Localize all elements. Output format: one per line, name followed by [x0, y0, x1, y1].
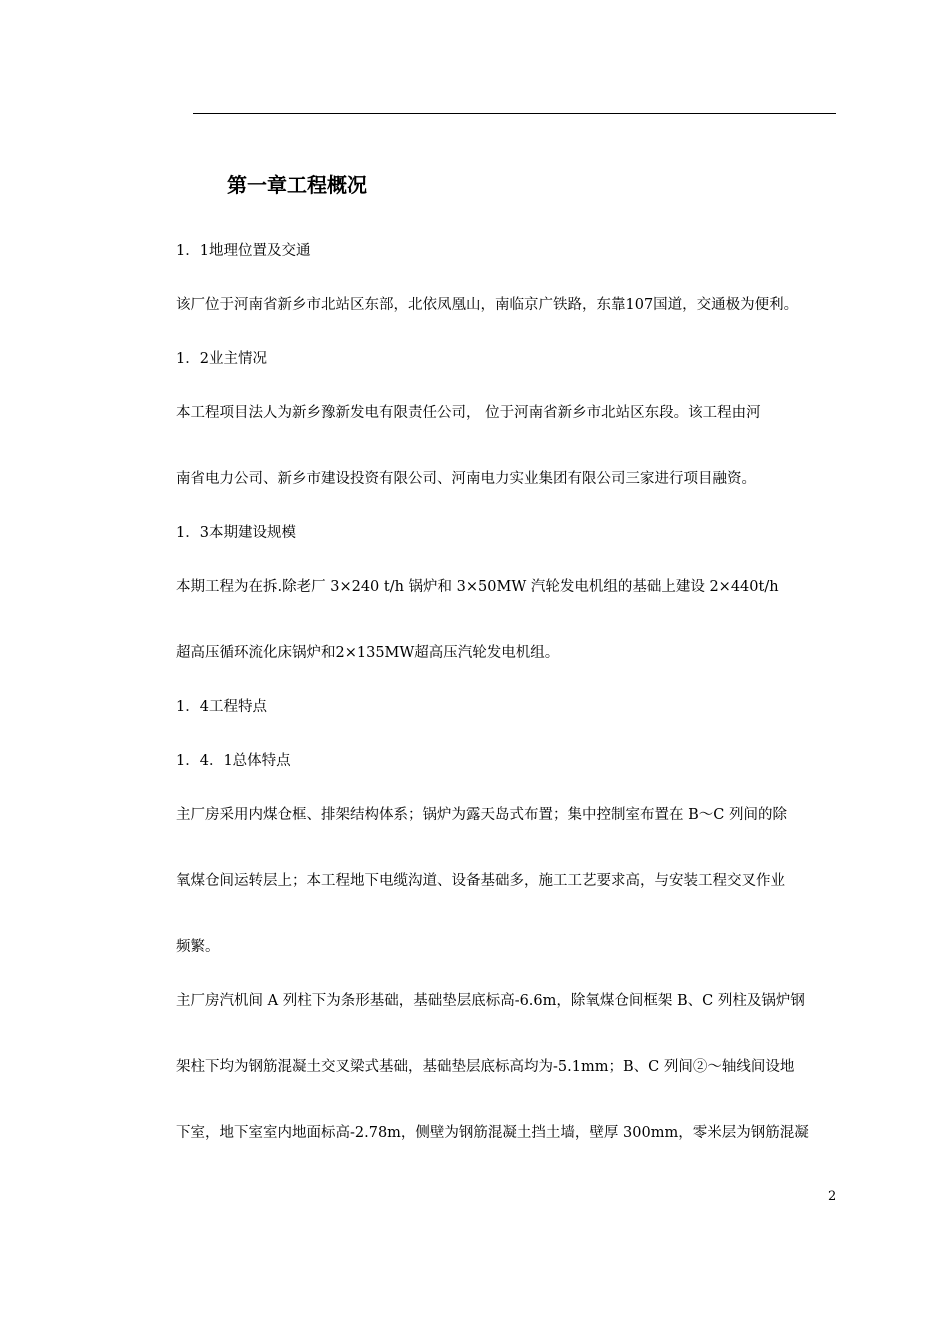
paragraph-line: 主厂房汽机间 A 列柱下为条形基础，基础垫层底标高-6.6m，除氧煤仓间框架 B、C 列柱及锅炉钢 [176, 993, 805, 1009]
paragraph-line: 架柱下均为钢筋混凝土交叉梁式基础，基础垫层底标高均为-5.1mm；B、C 列间②～轴线间设地 [176, 1059, 795, 1075]
chapter-title: 第一章工程概况 [227, 173, 367, 197]
page-number: 2 [828, 1189, 837, 1204]
section-heading-1-1: 1．1地理位置及交通 [176, 243, 311, 259]
paragraph-line: 南省电力公司、新乡市建设投资有限公司、河南电力实业集团有限公司三家进行项目融资。 [176, 471, 756, 487]
section-heading-1-3: 1．3本期建设规模 [176, 525, 296, 541]
paragraph-line: 该厂位于河南省新乡市北站区东部，北依凤凰山，南临京广铁路，东靠107国道，交通极为便利。 [176, 297, 799, 313]
paragraph-line: 本期工程为在拆.除老厂 3×240 t/h 锅炉和 3×50MW 汽轮发电机组的基础上建设 2×440t/h [176, 579, 779, 595]
paragraph-line: 主厂房采用内煤仓框、排架结构体系；锅炉为露天岛式布置；集中控制室布置在 B～C 列间的除 [176, 807, 787, 823]
section-heading-1-2: 1．2业主情况 [176, 351, 267, 367]
paragraph-line: 本工程项目法人为新乡豫新发电有限责任公司， 位于河南省新乡市北站区东段。该工程由河 [176, 405, 761, 421]
paragraph-line: 超高压循环流化床锅炉和2×135MW超高压汽轮发电机组。 [176, 645, 560, 661]
paragraph-line: 氧煤仓间运转层上；本工程地下电缆沟道、设备基础多，施工工艺要求高，与安装工程交叉作业 [176, 873, 785, 889]
section-heading-1-4-1: 1．4．1总体特点 [176, 753, 291, 769]
paragraph-line: 下室，地下室室内地面标高-2.78m，侧壁为钢筋混凝土挡土墙，壁厚 300mm，零米层为钢筋混凝 [176, 1125, 809, 1141]
header-rule [193, 113, 836, 114]
paragraph-line: 频繁。 [176, 939, 220, 955]
section-heading-1-4: 1．4工程特点 [176, 699, 267, 715]
